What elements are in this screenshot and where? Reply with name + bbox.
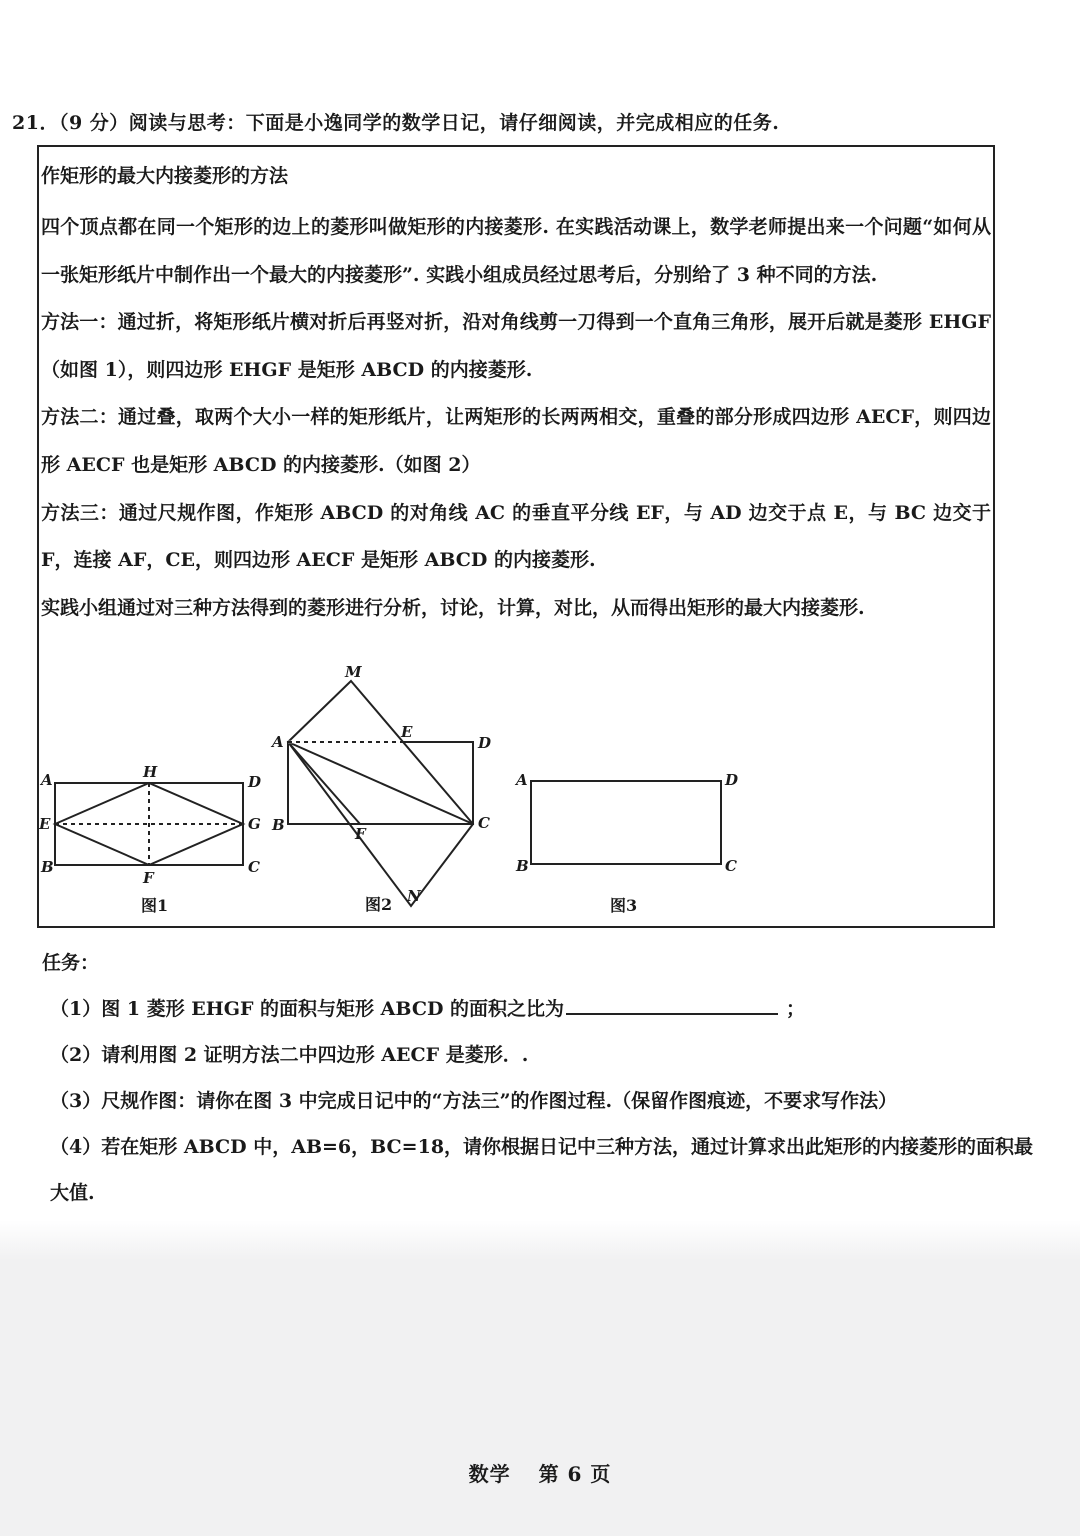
fig3-caption: 图3	[610, 896, 638, 915]
fig2-segment-af	[288, 742, 360, 824]
footer-subject: 数学	[468, 1462, 511, 1486]
fig1-label-b: B	[41, 858, 54, 876]
fig1-label-a: A	[41, 771, 53, 789]
fig1-label-f: F	[143, 869, 154, 887]
fig2-label-b: B	[272, 816, 285, 834]
fig3-rectangle	[531, 781, 721, 864]
task-1-answer-blank[interactable]	[566, 991, 778, 1015]
fig3-label-a: A	[516, 771, 528, 789]
diary-paragraph-method-2: 方法二：通过叠，取两个大小一样的矩形纸片，让两矩形的长两两相交，重叠的部分形成四边形 AECF，则四边形 AECF 也是矩形 ABCD 的内接菱形.（如图 2）	[41, 406, 991, 476]
question-header: 21．（9 分）阅读与思考：下面是小逸同学的数学日记，请仔细阅读，并完成相应的任务.	[12, 112, 780, 134]
fig3-label-b: B	[516, 857, 529, 875]
footer-page-number: 第 6 页	[538, 1462, 612, 1486]
task-4: （4）若在矩形 ABCD 中，AB=6，BC=18，请你根据日记中三种方法，通过计算求出此矩形的内接菱形的面积最大值.	[50, 1136, 1034, 1204]
fig1-label-e: E	[39, 815, 51, 833]
fig1-label-g: G	[248, 815, 261, 833]
fig2-label-c: C	[478, 814, 490, 832]
diary-paragraph-intro: 四个顶点都在同一个矩形的边上的菱形叫做矩形的内接菱形. 在实践活动课上，数学老师提出来一个问题“如何从一张矩形纸片中制作出一个最大的内接菱形”. 实践小组成员经过思考后，分别给了 3 种不同的方法.	[41, 216, 991, 286]
fig2-label-f: F	[355, 825, 366, 843]
task-3: （3）尺规作图：请你在图 3 中完成日记中的“方法三”的作图过程.（保留作图痕迹，不要求写作法）	[50, 1090, 898, 1112]
figure-3	[510, 765, 750, 920]
diary-paragraph-method-3: 方法三：通过尺规作图，作矩形 ABCD 的对角线 AC 的垂直平分线 EF，与 AD 边交于点 E，与 BC 边交于 F，连接 AF，CE，则四边形 AECF 是矩形 ABCD 的内接菱形.	[41, 501, 991, 572]
fig2-label-e: E	[401, 723, 413, 741]
fig2-second-rectangle	[288, 681, 473, 906]
tasks-section	[42, 940, 1052, 1216]
task-1-text: （1）图 1 菱形 EHGF 的面积与矩形 ABCD 的面积之比为	[50, 998, 565, 1020]
fig3-label-d: D	[725, 771, 739, 789]
task-1-end: ；	[786, 998, 806, 1020]
task-2: （2）请利用图 2 证明方法二中四边形 AECF 是菱形．.	[50, 1044, 529, 1066]
diary-paragraph-conclusion: 实践小组通过对三种方法得到的菱形进行分析，讨论，计算，对比，从而得出矩形的最大内接菱形.	[41, 596, 865, 619]
figure-1	[35, 765, 275, 920]
diary-paragraph-method-1: 方法一：通过折，将矩形纸片横对折后再竖对折，沿对角线剪一刀得到一个直角三角形，展开后就是菱形 EHGF（如图 1），则四边形 EHGF 是矩形 ABCD 的内接菱形.	[41, 311, 991, 381]
fig3-label-c: C	[725, 857, 737, 875]
fig1-label-d: D	[248, 773, 262, 791]
fig1-label-h: H	[143, 763, 158, 781]
fig2-label-d: D	[478, 734, 492, 752]
figure-2	[265, 665, 515, 915]
fig2-label-m: M	[345, 663, 362, 681]
page-footer	[0, 1458, 1080, 1487]
fig1-caption: 图1	[141, 896, 169, 915]
fig2-caption: 图2	[365, 895, 393, 914]
fig2-diagonal-ac	[288, 742, 473, 824]
fig2-label-a: A	[272, 733, 284, 751]
diary-title: 作矩形的最大内接菱形的方法	[41, 165, 289, 187]
diary-body	[41, 204, 991, 632]
task-1	[42, 986, 1052, 1032]
fig2-label-n: N	[407, 887, 421, 905]
tasks-heading: 任务：	[42, 952, 100, 974]
fig1-label-c: C	[248, 858, 260, 876]
